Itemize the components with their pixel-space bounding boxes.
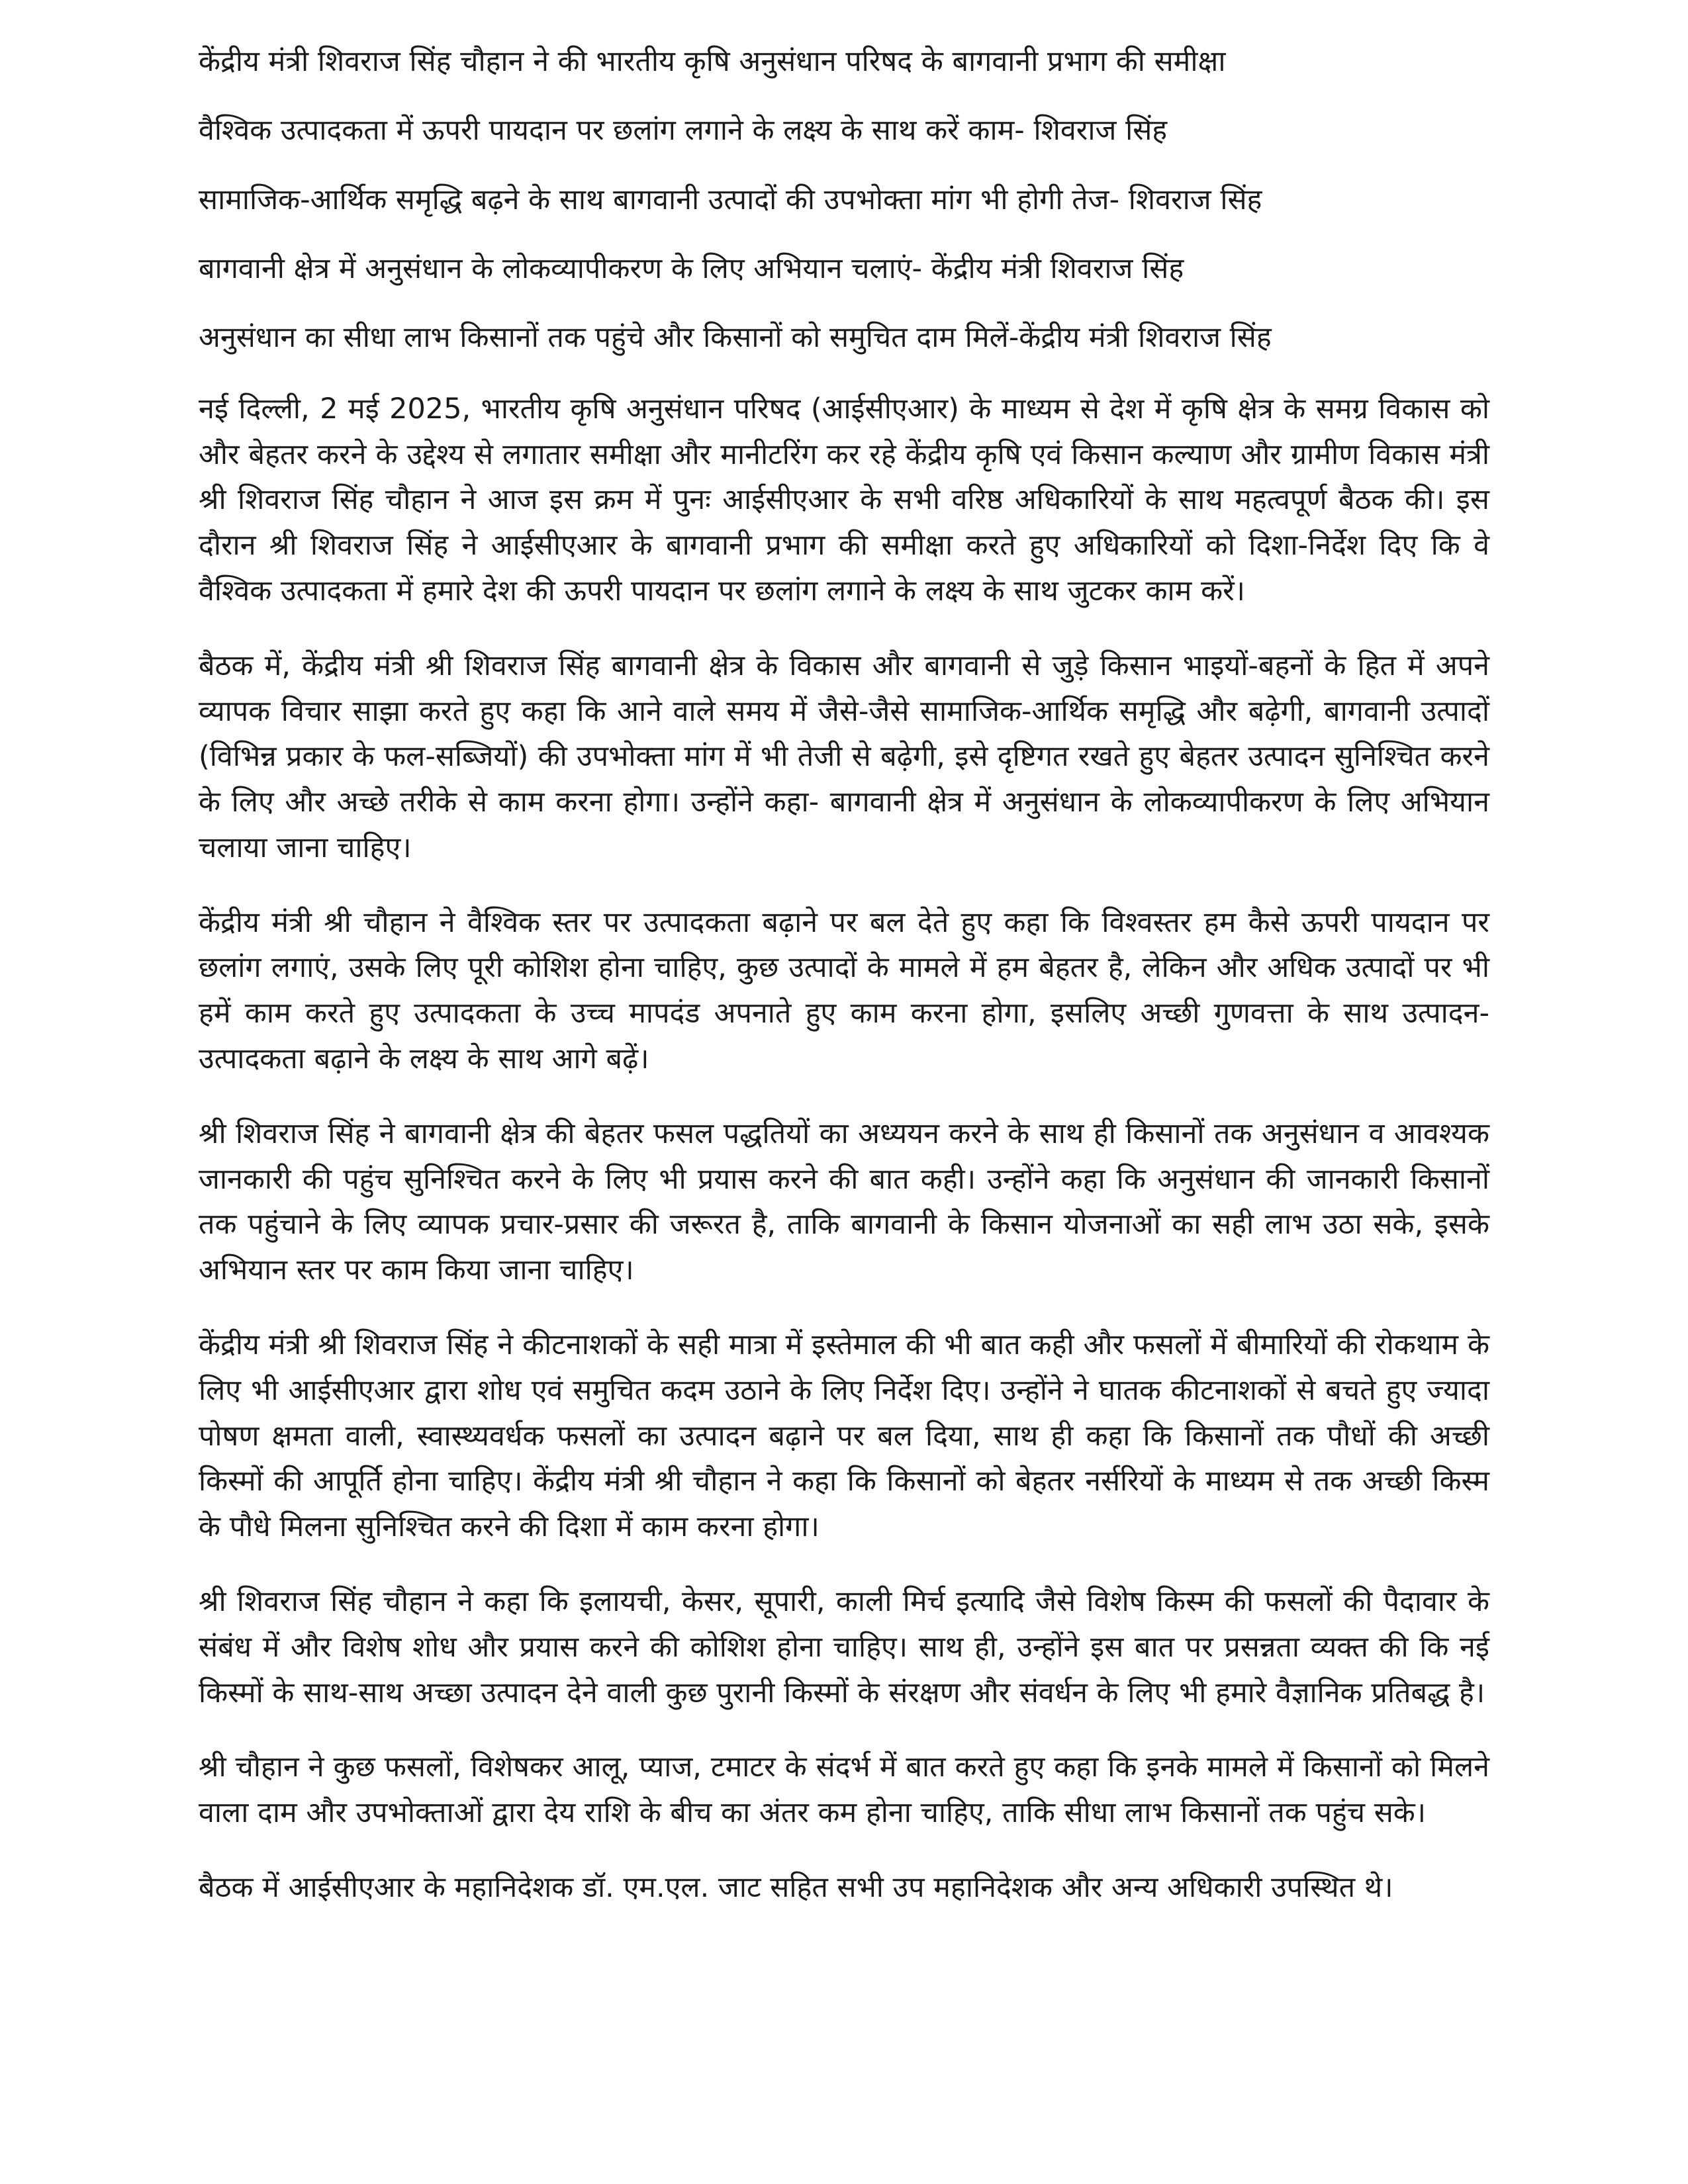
- headline-main: केंद्रीय मंत्री शिवराज सिंह चौहान ने की भारतीय कृषि अनुसंधान परिषद के बागवानी प्रभाग की समीक्षा: [199, 45, 1226, 78]
- paragraph-research-outreach: श्री शिवराज सिंह ने बागवानी क्षेत्र की बेहतर फसल पद्धतियों का अध्ययन करने के साथ ही किसानों तक अनुसंधान व आवश्यक जानकारी की पहुंच सुनिश्चित करने के लिए भी प्रयास करने की बात कही। उन्होंने कहा कि अनुसंधान की जानकारी किसानों तक पहुंचाने के लिए व्यापक प्रचार-प्रसार की जरूरत है, ताकि बागवानी के किसान योजनाओं का सही लाभ उठा सके, इसके अभियान स्तर पर काम किया जाना चाहिए।: [199, 1116, 1489, 1287]
- paragraph-intro: नई दिल्ली, 2 मई 2025, भारतीय कृषि अनुसंधान परिषद (आईसीएआर) के माध्यम से देश में कृषि क्षेत्र के समग्र विकास को और बेहतर करने के उद्देश्य से लगातार समीक्षा और मानीटरिंग कर रहे केंद्रीय कृषि एवं किसान कल्याण और ग्रामीण विकास मंत्री श्री शिवराज सिंह चौहान ने आज इस क्रम में पुनः आईसीएआर के सभी वरिष्ठ अधिकारियों के साथ महत्वपूर्ण बैठक की। इस दौरान श्री शिवराज सिंह ने आईसीएआर के बागवानी प्रभाग की समीक्षा करते हुए अधिकारियों को दिशा-निर्देश दिए कि वे वैश्विक उत्पादकता में हमारे देश की ऊपरी पायदान पर छलांग लगाने के लक्ष्य के साथ जुटकर काम करें।: [199, 392, 1489, 608]
- paragraph-special-crops: श्री शिवराज सिंह चौहान ने कहा कि इलायची, केसर, सूपारी, काली मिर्च इत्यादि जैसे विशेष किस्म की फसलों की पैदावार के संबंध में और विशेष शोध और प्रयास करने की कोशिश होना चाहिए। साथ ही, उन्होंने इस बात पर प्रसन्नता व्यक्त की कि नई किस्मों के साथ-साथ अच्छा उत्पादन देने वाली कुछ पुरानी किस्मों के संरक्षण और संवर्धन के लिए भी हमारे वैज्ञानिक प्रतिबद्ध है।: [199, 1585, 1489, 1709]
- headline-consumer-demand: सामाजिक-आर्थिक समृद्धि बढ़ने के साथ बागवानी उत्पादों की उपभोक्ता मांग भी होगी तेज- शिवराज सिंह: [199, 183, 1262, 216]
- press-release-document: [199, 41, 1489, 1911]
- headline-farmer-benefit: अनुसंधान का सीधा लाभ किसानों तक पहुंचे और किसानों को समुचित दाम मिलें-केंद्रीय मंत्री शिवराज सिंह: [199, 321, 1272, 355]
- paragraph-meeting: बैठक में, केंद्रीय मंत्री श्री शिवराज सिंह बागवानी क्षेत्र के विकास और बागवानी से जुड़े किसान भाइयों-बहनों के हित में अपने व्यापक विचार साझा करते हुए कहा कि आने वाले समय में जैसे-जैसे सामाजिक-आर्थिक समृद्धि और बढ़ेगी, बागवानी उत्पादों (विभिन्न प्रकार के फल-सब्जियों) की उपभोक्ता मांग में भी तेजी से बढ़ेगी, इसे दृष्टिगत रखते हुए बेहतर उत्पादन सुनिश्चित करने के लिए और अच्छे तरीके से काम करना होगा। उन्होंने कहा- बागवानी क्षेत्र में अनुसंधान के लोकव्यापीकरण के लिए अभियान चलाया जाना चाहिए।: [199, 649, 1489, 864]
- headline-global-productivity: वैश्विक उत्पादकता में ऊपरी पायदान पर छलांग लगाने के लक्ष्य के साथ करें काम- शिवराज सिंह: [199, 114, 1168, 148]
- headline-research-campaign: बागवानी क्षेत्र में अनुसंधान के लोकव्यापीकरण के लिए अभियान चलाएं- केंद्रीय मंत्री शिवराज सिंह: [199, 252, 1184, 286]
- paragraph-price-gap: श्री चौहान ने कुछ फसलों, विशेषकर आलू, प्याज, टमाटर के संदर्भ में बात करते हुए कहा कि इनके मामले में किसानों को मिलने वाला दाम और उपभोक्ताओं द्वारा देय राशि के बीच का अंतर कम होना चाहिए, ताकि सीधा लाभ किसानों तक पहुंच सके।: [199, 1751, 1489, 1830]
- paragraph-pesticides: केंद्रीय मंत्री श्री शिवराज सिंह ने कीटनाशकों के सही मात्रा में इस्तेमाल की भी बात कही और फसलों में बीमारियों की रोकथाम के लिए भी आईसीएआर द्वारा शोध एवं समुचित कदम उठाने के लिए निर्देश दिए। उन्होंने ने घातक कीटनाशकों से बचते हुए ज्यादा पोषण क्षमता वाली, स्वास्थ्यवर्धक फसलों का उत्पादन बढ़ाने पर बल दिया, साथ ही कहा कि किसानों तक पौधों की अच्छी किस्मों की आपूर्ति होना चाहिए। केंद्रीय मंत्री श्री चौहान ने कहा कि किसानों को बेहतर नर्सरियों के माध्यम से तक अच्छी किस्म के पौधे मिलना सुनिश्चित करने की दिशा में काम करना होगा।: [199, 1328, 1489, 1544]
- paragraph-attendees: बैठक में आईसीएआर के महानिदेशक डॉ. एम.एल. जाट सहित सभी उप महानिदेशक और अन्य अधिकारी उपस्थित थे।: [199, 1871, 1393, 1905]
- paragraph-global-productivity: केंद्रीय मंत्री श्री चौहान ने वैश्विक स्तर पर उत्पादकता बढ़ाने पर बल देते हुए कहा कि विश्वस्तर हम कैसे ऊपरी पायदान पर छलांग लगाएं, उसके लिए पूरी कोशिश होना चाहिए, कुछ उत्पादों के मामले में हम बेहतर है, लेकिन और अधिक उत्पादों पर भी हमें काम करते हुए उत्पादकता के उच्च मापदंड अपनाते हुए काम करना होगा, इसलिए अच्छी गुणवत्ता के साथ उत्पादन-उत्पादकता बढ़ाने के लक्ष्य के साथ आगे बढ़ें।: [199, 905, 1489, 1076]
